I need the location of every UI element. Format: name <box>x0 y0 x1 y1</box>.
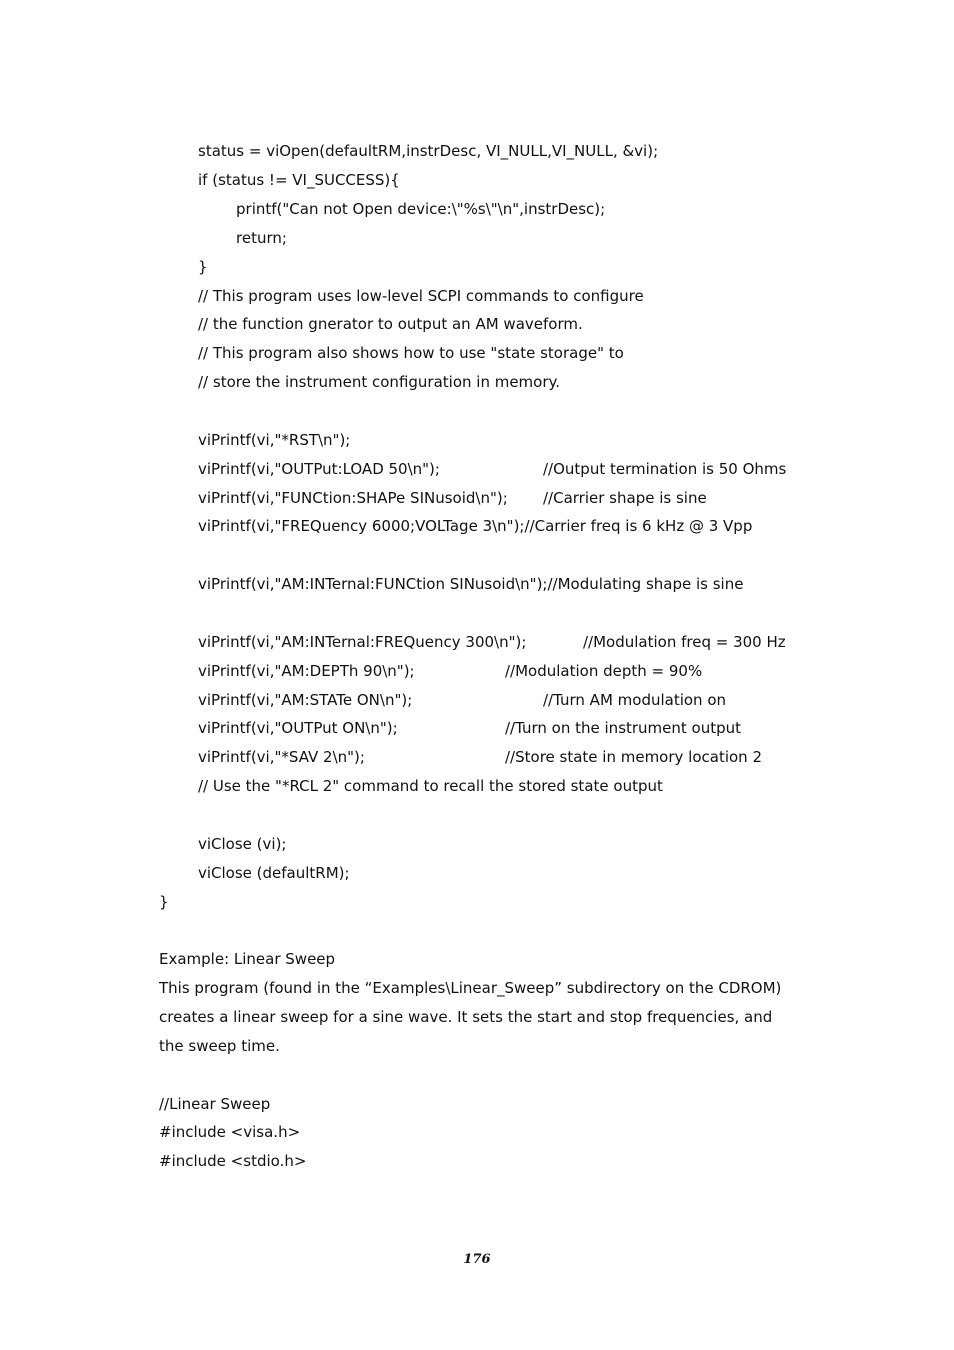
code-line: viPrintf(vi,"AM:DEPTh 90\n"); <box>198 662 415 680</box>
code-line: #include <stdio.h> <box>159 1152 307 1170</box>
code-inline-comment: //Modulation depth = 90% <box>505 662 703 680</box>
code-line: viPrintf(vi,"FUNCtion:SHAPe SINusoid\n"); <box>198 489 508 507</box>
code-line: viClose (defaultRM); <box>198 864 350 882</box>
code-inline-comment: //Turn AM modulation on <box>543 691 727 709</box>
code-inline-comment: //Store state in memory location 2 <box>505 748 762 766</box>
code-comment-line: // This program also shows how to use "state storage" to <box>198 344 624 362</box>
code-line: } <box>198 258 208 276</box>
code-inline-comment: //Modulation freq = 300 Hz <box>583 633 786 651</box>
code-comment-line: // This program uses low-level SCPI commands to configure <box>198 287 644 305</box>
code-inline-comment: //Carrier shape is sine <box>543 489 707 507</box>
code-line: viPrintf(vi,"AM:INTernal:FREQuency 300\n"); <box>198 633 527 651</box>
code-inline-comment: //Turn on the instrument output <box>505 719 742 737</box>
code-line: printf("Can not Open device:\"%s\"\n",instrDesc); <box>236 200 606 218</box>
paragraph-line: creates a linear sweep for a sine wave. It sets the start and stop frequencies, and <box>159 1008 773 1026</box>
code-line: #include <visa.h> <box>159 1123 301 1141</box>
code-comment-line: // the function gnerator to output an AM waveform. <box>198 315 583 333</box>
code-line: viPrintf(vi,"AM:STATe ON\n"); <box>198 691 413 709</box>
code-line: } <box>159 893 169 911</box>
code-line: return; <box>236 229 287 247</box>
code-comment-line: //Linear Sweep <box>159 1095 271 1113</box>
code-inline-comment: //Output termination is 50 Ohms <box>543 460 787 478</box>
code-line: viPrintf(vi,"*RST\n"); <box>198 431 351 449</box>
example-heading: Example: Linear Sweep <box>159 950 336 968</box>
code-line: viPrintf(vi,"OUTPut ON\n"); <box>198 719 398 737</box>
code-comment-line: // store the instrument configuration in memory. <box>198 373 561 391</box>
page-number: 176 <box>463 1252 491 1267</box>
code-line: viClose (vi); <box>198 835 287 853</box>
code-line: status = viOpen(defaultRM,instrDesc, VI_NULL,VI_NULL, &vi); <box>198 142 659 160</box>
code-line: if (status != VI_SUCCESS){ <box>198 171 400 189</box>
paragraph-line: This program (found in the “Examples\Linear_Sweep” subdirectory on the CDROM) <box>159 979 782 997</box>
code-line: viPrintf(vi,"FREQuency 6000;VOLTage 3\n");//Carrier freq is 6 kHz @ 3 Vpp <box>198 517 753 535</box>
code-line: viPrintf(vi,"*SAV 2\n"); <box>198 748 365 766</box>
code-comment-line: // Use the "*RCL 2" command to recall the stored state output <box>198 777 663 795</box>
paragraph-line: the sweep time. <box>159 1037 280 1055</box>
code-line: viPrintf(vi,"OUTPut:LOAD 50\n"); <box>198 460 440 478</box>
code-line: viPrintf(vi,"AM:INTernal:FUNCtion SINusoid\n");//Modulating shape is sine <box>198 575 744 593</box>
